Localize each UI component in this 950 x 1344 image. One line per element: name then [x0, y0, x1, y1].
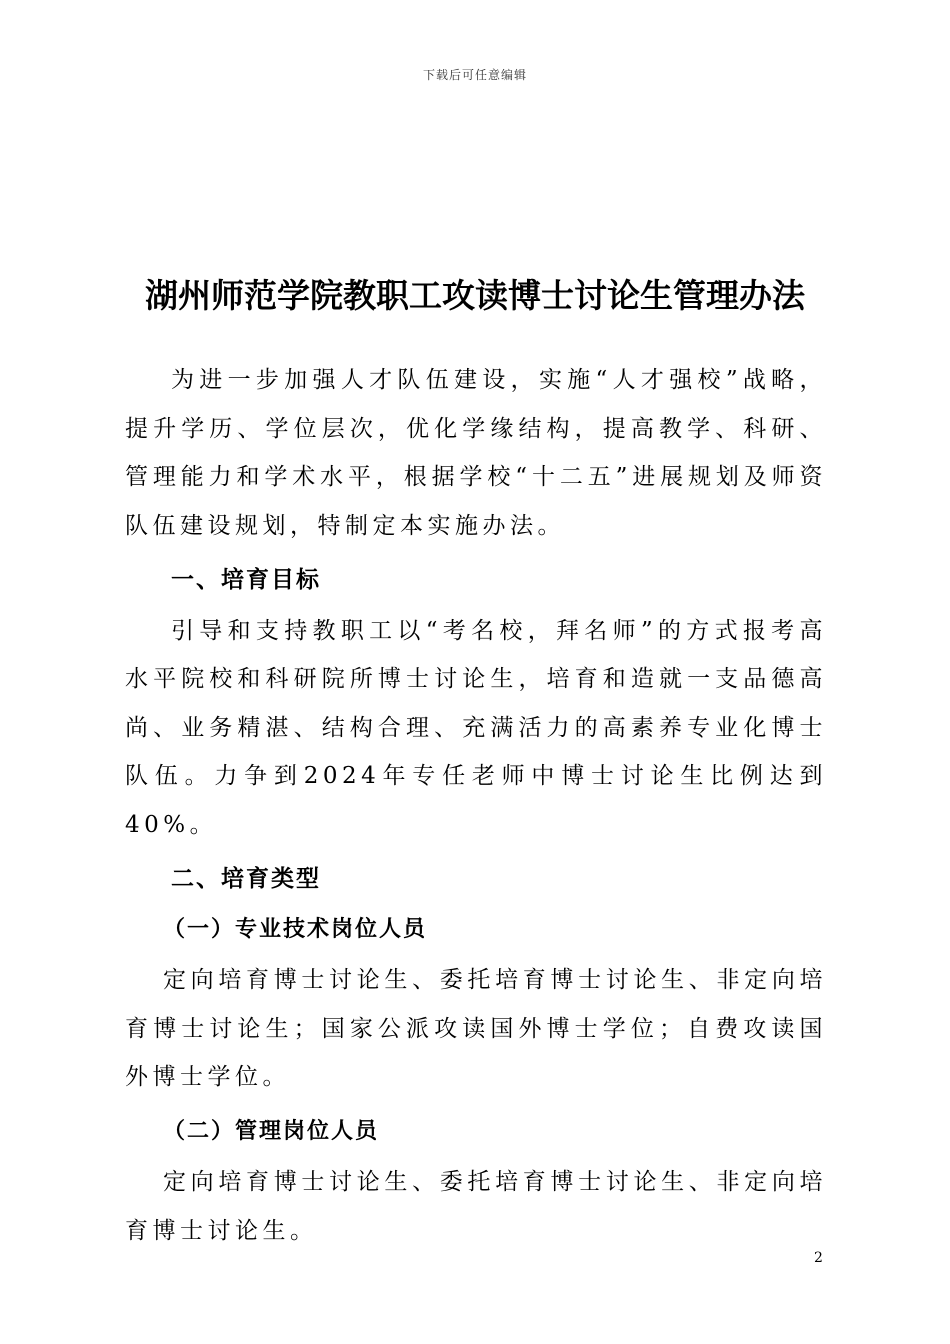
- management-paragraph: 定向培育博士讨论生、委托培育博士讨论生、非定向培育博士讨论生。: [125, 1169, 827, 1244]
- goals-paragraph: 引导和支持教职工以“考名校，拜名师”的方式报考高水平院校和科研院所博士讨论生，培育和造就一支品德高尚、业务精湛、结构合理、充满活力的高素养专业化博士队伍。力争到2024年专任老师中博士讨论生比例达到40%。: [125, 617, 827, 838]
- technical-paragraph: 定向培育博士讨论生、委托培育博士讨论生、非定向培育博士讨论生；国家公派攻读国外博士学位；自费攻读国外博士学位。: [125, 967, 827, 1090]
- section-heading-goals: 一、培育目标: [171, 567, 321, 593]
- page-header: 下载后可任意编辑: [422, 68, 527, 82]
- subsection-heading-management: （二）管理岗位人员: [163, 1118, 380, 1144]
- document-title: 湖州师范学院教职工攻读博士讨论生管理办法: [145, 276, 805, 315]
- subsection-heading-technical: （一）专业技术岗位人员: [163, 916, 428, 942]
- section-heading-types: 二、培育类型: [171, 866, 321, 892]
- page-number: 2: [814, 1250, 823, 1266]
- intro-paragraph: 为进一步加强人才队伍建设，实施“人才强校”战略，提升学历、学位层次，优化学缘结构，提高教学、科研、管理能力和学术水平，根据学校“十二五”进展规划及师资队伍建设规划，特制定本实施办法。: [125, 367, 827, 539]
- document-body: [125, 356, 827, 1255]
